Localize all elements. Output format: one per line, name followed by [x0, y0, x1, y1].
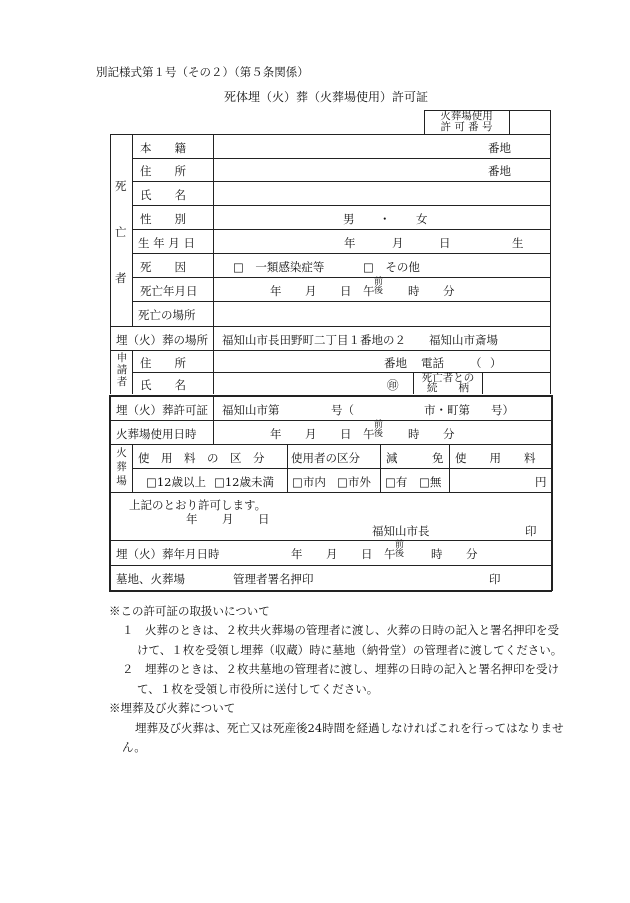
birth-date-label: 生 年 月 日: [138, 236, 195, 250]
death-place-field[interactable]: [217, 304, 547, 323]
out-city-checkbox[interactable]: □市外: [337, 475, 371, 489]
use-ampm-prefix: 午: [363, 427, 375, 441]
over-12-checkbox[interactable]: □12歳以上: [146, 475, 206, 489]
burial-ampm-choice[interactable]: 前 後: [395, 540, 405, 559]
manager-seal: 印: [489, 572, 501, 586]
reduction-no-checkbox[interactable]: □無: [419, 475, 442, 489]
note-2-line-1: ２ 埋葬のときは、２枚共墓地の管理者に渡し、埋葬の日時の記入と署名押印を受け: [122, 662, 559, 676]
burial-rule-line-1: 埋葬及び火葬は、死亡又は死産後24時間を経過しなければこれを行ってはなりませ: [135, 721, 564, 735]
seibetsu-label: 性 別: [140, 212, 186, 226]
death-ampm-choice[interactable]: 前 後: [374, 277, 384, 296]
sex-female-option[interactable]: 女: [416, 212, 428, 226]
approval-month-unit: 月: [222, 512, 234, 526]
burial-ampm-prefix: 午: [384, 547, 396, 561]
burial-place-value: 福知山市長田野町二丁目１番地の２ 福知山市斎場: [222, 333, 498, 347]
approval-text: 上記のとおり許可します。: [129, 498, 267, 512]
deceased-group-char-3: 者: [115, 271, 127, 285]
tel-paren-close: ）: [490, 356, 502, 370]
sex-male-option[interactable]: 男: [343, 212, 355, 226]
mayor-seal: 印: [525, 524, 537, 538]
burial-month-unit: 月: [326, 547, 338, 561]
crematorium-use-label: 火葬場使用日時: [116, 427, 197, 441]
use-ampm-choice[interactable]: 前 後: [374, 420, 384, 439]
shimei-label: 氏 名: [140, 188, 186, 202]
note-2-line-2: て、１枚を受領し市役所に送付してください。: [137, 682, 379, 696]
applicant-banchi: 番地: [384, 356, 407, 370]
manager-label: 墓地、火葬場: [116, 572, 185, 586]
death-day-unit: 日: [340, 284, 352, 298]
tel-paren-open: （: [470, 356, 482, 370]
permit-go-open: 号（: [331, 403, 354, 417]
birth-day-unit: 日: [439, 236, 451, 250]
cause-option-other[interactable]: □ その他: [363, 260, 420, 274]
yen-unit: 円: [535, 475, 547, 489]
use-year-unit: 年: [270, 427, 282, 441]
honseki-suffix: 番地: [488, 141, 511, 155]
death-ampm-prefix: 午: [363, 284, 375, 298]
cause-label: 死 因: [140, 260, 186, 274]
approval-day-unit: 日: [258, 512, 270, 526]
under-12-checkbox[interactable]: □12歳未満: [214, 475, 274, 489]
deceased-group-char-2: 亡: [115, 225, 127, 239]
shimei-field[interactable]: [217, 184, 547, 202]
reduction-yes-checkbox[interactable]: □有: [385, 475, 408, 489]
permit-go-close: 号）: [491, 403, 514, 417]
death-datetime-label: 死亡年月日: [140, 284, 198, 298]
cause-option-infectious[interactable]: □ 一類感染症等: [233, 260, 325, 274]
burial-minute-unit: 分: [466, 547, 478, 561]
permit-prefix: 福知山市第: [222, 403, 280, 417]
reduction-header: 減 免: [386, 451, 444, 465]
note-1-line-1: １ 火葬のときは、２枚共火葬場の管理者に渡し、火葬の日時の記入と署名押印を受: [122, 623, 559, 637]
applicant-shimei-label: 氏 名: [140, 378, 186, 392]
burial-rules-title: ※埋葬及び火葬について: [109, 701, 236, 715]
applicant-tel-label: 電話: [421, 356, 444, 370]
note-1-line-2: けて、１枚を受領し埋葬（収蔵）時に墓地（納骨堂）の管理者に渡してください。: [137, 643, 563, 657]
use-hour-unit: 時: [408, 427, 420, 441]
user-category-header: 使用者の区分: [291, 451, 360, 465]
honseki-label: 本 籍: [140, 141, 186, 155]
burial-year-unit: 年: [291, 547, 303, 561]
in-city-checkbox[interactable]: □市内: [292, 475, 326, 489]
jusho-label: 住 所: [140, 164, 186, 178]
use-minute-unit: 分: [443, 427, 455, 441]
mayor-title: 福知山市長: [372, 524, 430, 538]
burial-hour-unit: 時: [431, 547, 443, 561]
permit-number-label: 火葬場使用 許 可 番 号: [440, 110, 493, 133]
deceased-group-char-1: 死: [115, 179, 127, 193]
fees-group-label: 火 葬 場: [116, 447, 127, 487]
approval-year-unit: 年: [186, 512, 198, 526]
applicant-jusho-label: 住 所: [140, 356, 186, 370]
handling-notes-title: ※この許可証の取扱いについて: [109, 604, 270, 618]
fee-category-header: 使 用 料 の 区 分: [138, 451, 265, 465]
relation-label: 死亡者との 続 柄: [421, 372, 475, 394]
death-place-label: 死亡の場所: [138, 308, 196, 322]
table-top-border: [110, 134, 550, 135]
birth-month-unit: 月: [392, 236, 404, 250]
burial-rule-line-2: ん。: [122, 740, 146, 754]
use-day-unit: 日: [340, 427, 352, 441]
birth-year-unit: 年: [344, 236, 356, 250]
sex-separator: ・: [379, 212, 391, 226]
applicant-group-label: 申 請 者: [116, 352, 128, 388]
death-year-unit: 年: [270, 284, 282, 298]
birth-suffix: 生: [512, 236, 524, 250]
death-hour-unit: 時: [408, 284, 420, 298]
relation-field[interactable]: [485, 374, 547, 392]
manager-sign-label: 管理者署名押印: [233, 572, 314, 586]
form-number: 別記様式第１号（その２）（第５条関係）: [96, 65, 309, 79]
use-month-unit: 月: [305, 427, 317, 441]
death-minute-unit: 分: [443, 284, 455, 298]
jusho-suffix: 番地: [488, 164, 511, 178]
seal-mark: ㊞: [387, 378, 399, 392]
permit-municipality: 市・町第: [424, 403, 470, 417]
burial-day-unit: 日: [361, 547, 373, 561]
burial-datetime-label: 埋（火）葬年月日時: [116, 547, 220, 561]
burial-place-label: 埋（火）葬の場所: [116, 333, 208, 347]
document-title: 死体埋（火）葬（火葬場使用）許可証: [224, 90, 429, 104]
fee-header: 使 用 料: [455, 451, 536, 465]
death-month-unit: 月: [305, 284, 317, 298]
permit-label: 埋（火）葬許可証: [116, 403, 208, 417]
